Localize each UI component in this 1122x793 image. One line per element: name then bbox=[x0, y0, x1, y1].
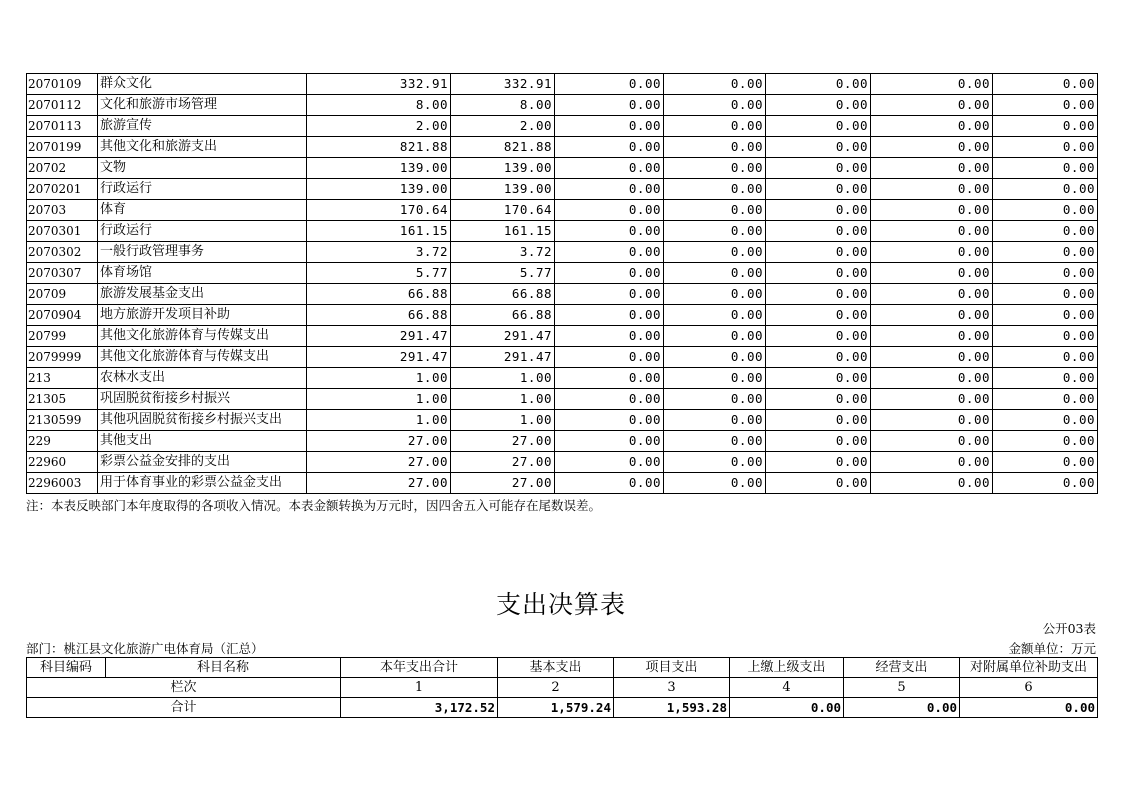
subject-name: 一般行政管理事务 bbox=[98, 242, 307, 263]
subject-code: 2079999 bbox=[27, 347, 98, 368]
amount-cell: 0.00 bbox=[993, 305, 1098, 326]
table-row bbox=[27, 284, 1098, 305]
subject-code: 2070112 bbox=[27, 95, 98, 116]
amount-cell: 0.00 bbox=[555, 179, 664, 200]
subject-name: 其他支出 bbox=[98, 431, 307, 452]
column-number: 2 bbox=[498, 678, 614, 698]
amount-cell: 0.00 bbox=[555, 74, 664, 95]
total-row bbox=[27, 698, 1098, 718]
subject-name: 其他文化和旅游支出 bbox=[98, 137, 307, 158]
amount-cell: 0.00 bbox=[555, 116, 664, 137]
amount-cell: 0.00 bbox=[766, 473, 871, 494]
amount-cell: 0.00 bbox=[555, 473, 664, 494]
column-row-label: 栏次 bbox=[27, 678, 341, 698]
amount-cell: 0.00 bbox=[871, 221, 993, 242]
amount-cell: 0.00 bbox=[555, 221, 664, 242]
column-number: 1 bbox=[341, 678, 498, 698]
amount-cell: 27.00 bbox=[451, 452, 555, 473]
amount-cell: 1.00 bbox=[451, 389, 555, 410]
amount-cell: 0.00 bbox=[871, 284, 993, 305]
amount-cell: 0.00 bbox=[555, 347, 664, 368]
amount-cell: 0.00 bbox=[993, 263, 1098, 284]
amount-cell: 0.00 bbox=[555, 326, 664, 347]
subject-name: 其他文化旅游体育与传媒支出 bbox=[98, 347, 307, 368]
amount-cell: 0.00 bbox=[993, 347, 1098, 368]
amount-cell: 0.00 bbox=[555, 158, 664, 179]
amount-cell: 0.00 bbox=[664, 221, 766, 242]
subject-name: 行政运行 bbox=[98, 221, 307, 242]
subject-name: 文物 bbox=[98, 158, 307, 179]
table-row bbox=[27, 95, 1098, 116]
column-number: 4 bbox=[730, 678, 844, 698]
amount-cell: 0.00 bbox=[664, 431, 766, 452]
department-label: 部门：桃江县文化旅游广电体育局（汇总） bbox=[26, 641, 264, 656]
subject-name: 群众文化 bbox=[98, 74, 307, 95]
amount-cell: 0.00 bbox=[664, 242, 766, 263]
header-row bbox=[27, 658, 1098, 678]
amount-cell: 27.00 bbox=[307, 473, 451, 494]
amount-cell: 0.00 bbox=[555, 431, 664, 452]
amount-cell: 0.00 bbox=[871, 95, 993, 116]
amount-cell: 0.00 bbox=[555, 263, 664, 284]
table-row bbox=[27, 242, 1098, 263]
table-row bbox=[27, 116, 1098, 137]
amount-cell: 0.00 bbox=[664, 305, 766, 326]
amount-cell: 8.00 bbox=[451, 95, 555, 116]
amount-cell: 0.00 bbox=[871, 410, 993, 431]
header-cell: 科目名称 bbox=[106, 658, 341, 678]
total-value: 1,593.28 bbox=[614, 698, 730, 718]
subject-name: 用于体育事业的彩票公益金支出 bbox=[98, 473, 307, 494]
amount-cell: 291.47 bbox=[307, 326, 451, 347]
header-cell: 上缴上级支出 bbox=[730, 658, 844, 678]
amount-cell: 0.00 bbox=[664, 368, 766, 389]
subject-name: 其他文化旅游体育与传媒支出 bbox=[98, 326, 307, 347]
amount-cell: 0.00 bbox=[993, 221, 1098, 242]
amount-cell: 139.00 bbox=[307, 179, 451, 200]
amount-cell: 821.88 bbox=[307, 137, 451, 158]
amount-cell: 0.00 bbox=[993, 116, 1098, 137]
subject-code: 2070199 bbox=[27, 137, 98, 158]
subject-code: 20799 bbox=[27, 326, 98, 347]
amount-cell: 0.00 bbox=[993, 242, 1098, 263]
subject-code: 2070109 bbox=[27, 74, 98, 95]
column-number: 3 bbox=[614, 678, 730, 698]
header-cell: 基本支出 bbox=[498, 658, 614, 678]
amount-cell: 66.88 bbox=[451, 305, 555, 326]
amount-cell: 0.00 bbox=[871, 74, 993, 95]
amount-cell: 161.15 bbox=[451, 221, 555, 242]
subject-code: 2070301 bbox=[27, 221, 98, 242]
amount-cell: 0.00 bbox=[871, 242, 993, 263]
subject-name: 体育场馆 bbox=[98, 263, 307, 284]
amount-cell: 0.00 bbox=[766, 368, 871, 389]
amount-cell: 139.00 bbox=[307, 158, 451, 179]
amount-cell: 0.00 bbox=[766, 305, 871, 326]
column-number-row bbox=[27, 678, 1098, 698]
amount-cell: 0.00 bbox=[664, 389, 766, 410]
amount-cell: 0.00 bbox=[871, 389, 993, 410]
form-code: 公开03表 bbox=[1042, 621, 1096, 636]
amount-cell: 0.00 bbox=[766, 452, 871, 473]
amount-cell: 0.00 bbox=[993, 137, 1098, 158]
table-row bbox=[27, 431, 1098, 452]
amount-cell: 0.00 bbox=[993, 200, 1098, 221]
amount-cell: 0.00 bbox=[766, 158, 871, 179]
amount-cell: 0.00 bbox=[555, 410, 664, 431]
amount-cell: 139.00 bbox=[451, 179, 555, 200]
amount-unit-label: 金额单位：万元 bbox=[1008, 641, 1096, 656]
table-row bbox=[27, 347, 1098, 368]
amount-cell: 0.00 bbox=[664, 263, 766, 284]
table-row bbox=[27, 179, 1098, 200]
amount-cell: 0.00 bbox=[993, 389, 1098, 410]
amount-cell: 0.00 bbox=[766, 326, 871, 347]
subject-code: 213 bbox=[27, 368, 98, 389]
amount-cell: 0.00 bbox=[555, 284, 664, 305]
amount-cell: 27.00 bbox=[307, 452, 451, 473]
amount-cell: 0.00 bbox=[664, 158, 766, 179]
page-title: 支出决算表 bbox=[495, 590, 626, 619]
table-row bbox=[27, 368, 1098, 389]
amount-cell: 0.00 bbox=[766, 116, 871, 137]
subject-name: 地方旅游开发项目补助 bbox=[98, 305, 307, 326]
subject-code: 2296003 bbox=[27, 473, 98, 494]
amount-cell: 0.00 bbox=[993, 326, 1098, 347]
amount-cell: 291.47 bbox=[451, 347, 555, 368]
table-row bbox=[27, 158, 1098, 179]
income-table-body bbox=[27, 74, 1098, 494]
amount-cell: 27.00 bbox=[451, 473, 555, 494]
amount-cell: 0.00 bbox=[766, 389, 871, 410]
amount-cell: 0.00 bbox=[766, 410, 871, 431]
table-row bbox=[27, 452, 1098, 473]
amount-cell: 0.00 bbox=[664, 326, 766, 347]
amount-cell: 0.00 bbox=[555, 389, 664, 410]
table-row bbox=[27, 137, 1098, 158]
header-cell: 科目编码 bbox=[27, 658, 106, 678]
amount-cell: 0.00 bbox=[871, 179, 993, 200]
subject-name: 彩票公益金安排的支出 bbox=[98, 452, 307, 473]
subject-code: 229 bbox=[27, 431, 98, 452]
amount-cell: 3.72 bbox=[451, 242, 555, 263]
amount-cell: 139.00 bbox=[451, 158, 555, 179]
amount-cell: 0.00 bbox=[766, 347, 871, 368]
amount-cell: 0.00 bbox=[664, 284, 766, 305]
amount-cell: 0.00 bbox=[871, 116, 993, 137]
amount-cell: 0.00 bbox=[871, 305, 993, 326]
amount-cell: 0.00 bbox=[766, 431, 871, 452]
amount-cell: 0.00 bbox=[871, 452, 993, 473]
subject-code: 2070201 bbox=[27, 179, 98, 200]
amount-cell: 332.91 bbox=[451, 74, 555, 95]
subject-code: 21305 bbox=[27, 389, 98, 410]
amount-cell: 2.00 bbox=[307, 116, 451, 137]
total-value: 3,172.52 bbox=[341, 698, 498, 718]
subject-code: 2070904 bbox=[27, 305, 98, 326]
amount-cell: 1.00 bbox=[307, 368, 451, 389]
amount-cell: 0.00 bbox=[993, 473, 1098, 494]
subject-code: 22960 bbox=[27, 452, 98, 473]
table-row bbox=[27, 305, 1098, 326]
total-label: 合计 bbox=[27, 698, 341, 718]
amount-cell: 0.00 bbox=[664, 200, 766, 221]
amount-cell: 0.00 bbox=[664, 410, 766, 431]
subject-name: 体育 bbox=[98, 200, 307, 221]
table-row bbox=[27, 410, 1098, 431]
amount-cell: 1.00 bbox=[307, 410, 451, 431]
amount-cell: 0.00 bbox=[993, 452, 1098, 473]
amount-cell: 0.00 bbox=[766, 284, 871, 305]
amount-cell: 0.00 bbox=[766, 137, 871, 158]
amount-cell: 5.77 bbox=[307, 263, 451, 284]
amount-cell: 0.00 bbox=[664, 452, 766, 473]
amount-cell: 0.00 bbox=[555, 137, 664, 158]
amount-cell: 0.00 bbox=[766, 179, 871, 200]
amount-cell: 821.88 bbox=[451, 137, 555, 158]
table-row bbox=[27, 389, 1098, 410]
amount-cell: 5.77 bbox=[451, 263, 555, 284]
table-note: 注：本表反映部门本年度取得的各项收入情况。本表金额转换为万元时，因四舍五入可能存在尾数误差。 bbox=[26, 498, 602, 513]
amount-cell: 0.00 bbox=[555, 452, 664, 473]
subject-code: 2070302 bbox=[27, 242, 98, 263]
amount-cell: 0.00 bbox=[871, 200, 993, 221]
amount-cell: 0.00 bbox=[766, 200, 871, 221]
amount-cell: 0.00 bbox=[871, 431, 993, 452]
subject-name: 巩固脱贫衔接乡村振兴 bbox=[98, 389, 307, 410]
amount-cell: 8.00 bbox=[307, 95, 451, 116]
header-cell: 本年支出合计 bbox=[341, 658, 498, 678]
subject-name: 旅游发展基金支出 bbox=[98, 284, 307, 305]
amount-cell: 0.00 bbox=[871, 158, 993, 179]
amount-cell: 0.00 bbox=[993, 74, 1098, 95]
amount-cell: 0.00 bbox=[664, 347, 766, 368]
column-number: 6 bbox=[960, 678, 1098, 698]
amount-cell: 3.72 bbox=[307, 242, 451, 263]
amount-cell: 170.64 bbox=[451, 200, 555, 221]
amount-cell: 0.00 bbox=[555, 368, 664, 389]
table-row bbox=[27, 221, 1098, 242]
amount-cell: 0.00 bbox=[993, 95, 1098, 116]
amount-cell: 0.00 bbox=[555, 242, 664, 263]
amount-cell: 0.00 bbox=[993, 431, 1098, 452]
expense-summary-table bbox=[26, 657, 1098, 718]
amount-cell: 0.00 bbox=[993, 284, 1098, 305]
amount-cell: 27.00 bbox=[307, 431, 451, 452]
table-row bbox=[27, 263, 1098, 284]
amount-cell: 1.00 bbox=[307, 389, 451, 410]
amount-cell: 0.00 bbox=[664, 137, 766, 158]
subject-code: 2130599 bbox=[27, 410, 98, 431]
amount-cell: 0.00 bbox=[766, 95, 871, 116]
header-cell: 对附属单位补助支出 bbox=[960, 658, 1098, 678]
amount-cell: 0.00 bbox=[664, 74, 766, 95]
subject-name: 文化和旅游市场管理 bbox=[98, 95, 307, 116]
column-number: 5 bbox=[844, 678, 960, 698]
amount-cell: 332.91 bbox=[307, 74, 451, 95]
amount-cell: 0.00 bbox=[555, 305, 664, 326]
amount-cell: 0.00 bbox=[871, 137, 993, 158]
total-value: 0.00 bbox=[960, 698, 1098, 718]
amount-cell: 161.15 bbox=[307, 221, 451, 242]
header-cell: 项目支出 bbox=[614, 658, 730, 678]
subject-name: 旅游宣传 bbox=[98, 116, 307, 137]
amount-cell: 0.00 bbox=[664, 179, 766, 200]
amount-cell: 0.00 bbox=[766, 74, 871, 95]
amount-cell: 0.00 bbox=[993, 179, 1098, 200]
amount-cell: 0.00 bbox=[766, 263, 871, 284]
total-value: 0.00 bbox=[844, 698, 960, 718]
subject-name: 农林水支出 bbox=[98, 368, 307, 389]
table-row bbox=[27, 326, 1098, 347]
amount-cell: 0.00 bbox=[766, 221, 871, 242]
amount-cell: 0.00 bbox=[871, 263, 993, 284]
amount-cell: 0.00 bbox=[664, 116, 766, 137]
amount-cell: 170.64 bbox=[307, 200, 451, 221]
amount-cell: 291.47 bbox=[451, 326, 555, 347]
amount-cell: 0.00 bbox=[555, 200, 664, 221]
amount-cell: 1.00 bbox=[451, 368, 555, 389]
amount-cell: 0.00 bbox=[871, 347, 993, 368]
total-value: 1,579.24 bbox=[498, 698, 614, 718]
table-row bbox=[27, 200, 1098, 221]
header-cell: 经营支出 bbox=[844, 658, 960, 678]
amount-cell: 27.00 bbox=[451, 431, 555, 452]
amount-cell: 1.00 bbox=[451, 410, 555, 431]
amount-cell: 2.00 bbox=[451, 116, 555, 137]
subject-code: 20709 bbox=[27, 284, 98, 305]
amount-cell: 0.00 bbox=[664, 95, 766, 116]
total-value: 0.00 bbox=[730, 698, 844, 718]
subject-code: 20702 bbox=[27, 158, 98, 179]
table-row bbox=[27, 473, 1098, 494]
amount-cell: 0.00 bbox=[664, 473, 766, 494]
subject-code: 2070307 bbox=[27, 263, 98, 284]
amount-cell: 0.00 bbox=[993, 368, 1098, 389]
subject-name: 行政运行 bbox=[98, 179, 307, 200]
amount-cell: 291.47 bbox=[307, 347, 451, 368]
amount-cell: 0.00 bbox=[555, 95, 664, 116]
amount-cell: 0.00 bbox=[871, 473, 993, 494]
subject-code: 20703 bbox=[27, 200, 98, 221]
amount-cell: 0.00 bbox=[766, 242, 871, 263]
amount-cell: 66.88 bbox=[307, 284, 451, 305]
amount-cell: 0.00 bbox=[993, 410, 1098, 431]
subject-code: 2070113 bbox=[27, 116, 98, 137]
income-detail-table bbox=[26, 73, 1098, 494]
subject-name: 其他巩固脱贫衔接乡村振兴支出 bbox=[98, 410, 307, 431]
amount-cell: 0.00 bbox=[993, 158, 1098, 179]
amount-cell: 0.00 bbox=[871, 368, 993, 389]
amount-cell: 66.88 bbox=[307, 305, 451, 326]
table-row bbox=[27, 74, 1098, 95]
amount-cell: 0.00 bbox=[871, 326, 993, 347]
amount-cell: 66.88 bbox=[451, 284, 555, 305]
